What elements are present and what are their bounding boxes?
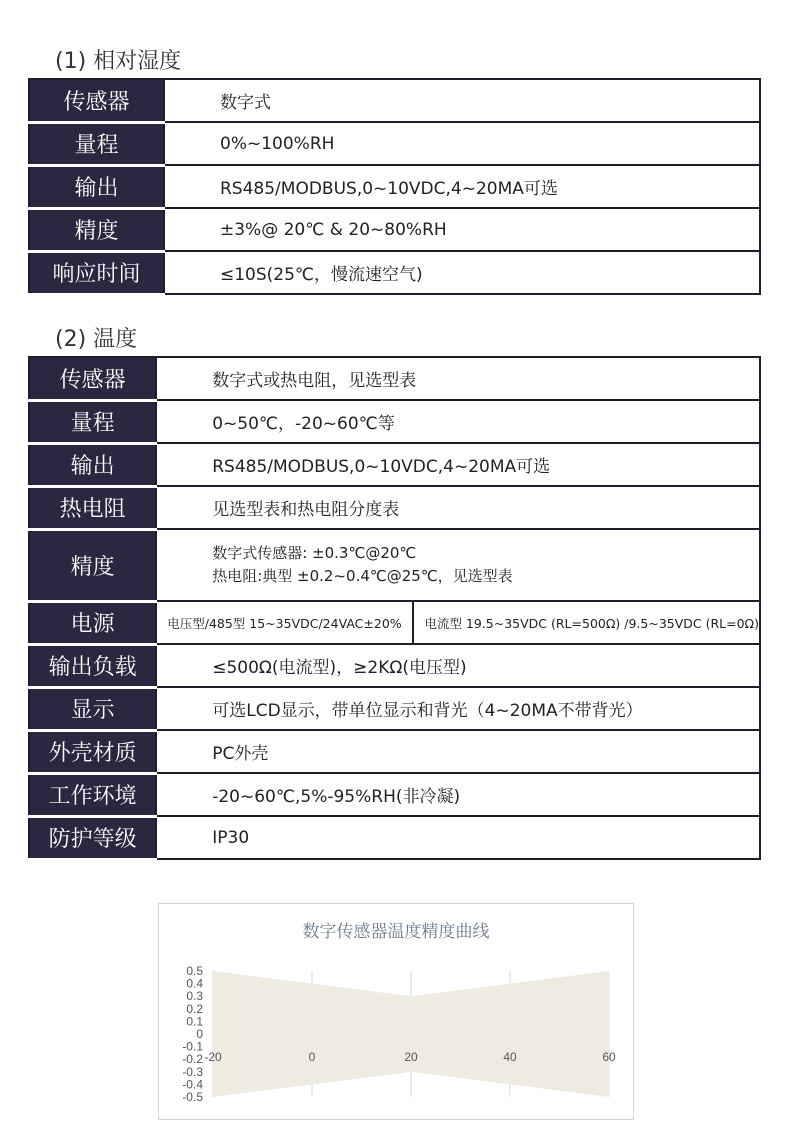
y-tick-label: -0.4 <box>182 1077 203 1092</box>
row-label: 精度 <box>29 529 156 601</box>
row-value: ±3%@ 20℃ & 20~80%RH <box>164 208 760 251</box>
y-tick-label: 0.5 <box>186 964 203 978</box>
y-tick-label: 0 <box>196 1027 203 1041</box>
accuracy-chart <box>158 903 634 1120</box>
section2-title: (2) 温度 <box>55 327 138 352</box>
x-tick-label: 0 <box>308 1050 316 1064</box>
table-row <box>29 79 760 122</box>
row-value: 0~50℃，-20~60℃等 <box>156 400 760 443</box>
table-row <box>29 251 760 294</box>
row-label: 工作环境 <box>29 773 156 816</box>
row-value: 见选型表和热电阻分度表 <box>156 486 760 529</box>
table-row <box>29 443 760 486</box>
row-label: 量程 <box>29 400 156 443</box>
table-row <box>29 400 760 443</box>
y-tick-label: -0.5 <box>182 1090 203 1104</box>
x-tick-label: 40 <box>503 1050 517 1064</box>
row-label: 输出负载 <box>29 644 156 687</box>
row-label: 电源 <box>29 601 156 644</box>
y-tick-label: 0.3 <box>186 989 203 1004</box>
row-value: 可选LCD显示，带单位显示和背光（4~20MA不带背光） <box>156 687 760 730</box>
row-value: IP30 <box>156 816 760 859</box>
row-label: 输出 <box>29 443 156 486</box>
row-label: 响应时间 <box>29 251 164 294</box>
row-value: PC外壳 <box>156 730 760 773</box>
table-row <box>29 773 760 816</box>
power-current-type: 电流型 19.5~35VDC (RL=500Ω) /9.5~35VDC (RL=0Ω) <box>413 601 760 644</box>
table-row <box>29 208 760 251</box>
row-value: ≤500Ω(电流型)，≥2KΩ(电压型) <box>156 644 760 687</box>
y-tick-label: 0.2 <box>186 1001 203 1016</box>
table-row <box>29 687 760 730</box>
row-label: 防护等级 <box>29 816 156 859</box>
row-value: 数字式 <box>164 79 760 122</box>
row-label: 精度 <box>29 208 164 251</box>
table-row <box>29 486 760 529</box>
row-value <box>156 529 760 601</box>
y-tick-label: -0.1 <box>182 1039 203 1054</box>
table-row <box>29 730 760 773</box>
x-tick-label: -20 <box>204 1050 222 1064</box>
y-tick-label: -0.3 <box>182 1064 203 1079</box>
accuracy-line-digital: 数字式传感器: ±0.3℃@20℃ <box>212 544 417 562</box>
y-tick-label: 0.4 <box>186 976 203 991</box>
x-tick-label: 20 <box>404 1050 418 1064</box>
x-tick-label: 60 <box>602 1050 616 1064</box>
table-row <box>29 357 760 400</box>
row-label: 传感器 <box>29 357 156 400</box>
humidity-spec-table <box>28 78 761 296</box>
row-label: 热电阻 <box>29 486 156 529</box>
row-label: 传感器 <box>29 79 164 122</box>
accuracy-line-rtd: 热电阻:典型 ±0.2~0.4℃@25℃，见选型表 <box>212 567 513 585</box>
row-value: -20~60℃,5%-95%RH(非冷凝) <box>156 773 760 816</box>
row-value: 数字式或热电阻，见选型表 <box>156 357 760 400</box>
row-label: 输出 <box>29 165 164 208</box>
table-row <box>29 165 760 208</box>
row-label: 显示 <box>29 687 156 730</box>
row-value: RS485/MODBUS,0~10VDC,4~20MA可选 <box>156 443 760 486</box>
accuracy-chart-svg <box>159 904 633 1119</box>
table-row <box>29 644 760 687</box>
power-voltage-type: 电压型/485型 15~35VDC/24VAC±20% <box>156 601 413 644</box>
row-label: 量程 <box>29 122 164 165</box>
section1-title: (1) 相对湿度 <box>55 49 182 74</box>
row-label: 外壳材质 <box>29 730 156 773</box>
temperature-spec-table <box>28 356 761 861</box>
row-value: ≤10S(25℃，慢流速空气) <box>164 251 760 294</box>
y-tick-label: -0.2 <box>182 1052 203 1067</box>
table-row <box>29 601 760 644</box>
table-row <box>29 529 760 601</box>
y-tick-label: 0.1 <box>186 1014 203 1029</box>
row-value: 0%~100%RH <box>164 122 760 165</box>
chart-title: 数字传感器温度精度曲线 <box>302 922 490 941</box>
row-value: RS485/MODBUS,0~10VDC,4~20MA可选 <box>164 165 760 208</box>
table-row <box>29 122 760 165</box>
table-row <box>29 816 760 859</box>
